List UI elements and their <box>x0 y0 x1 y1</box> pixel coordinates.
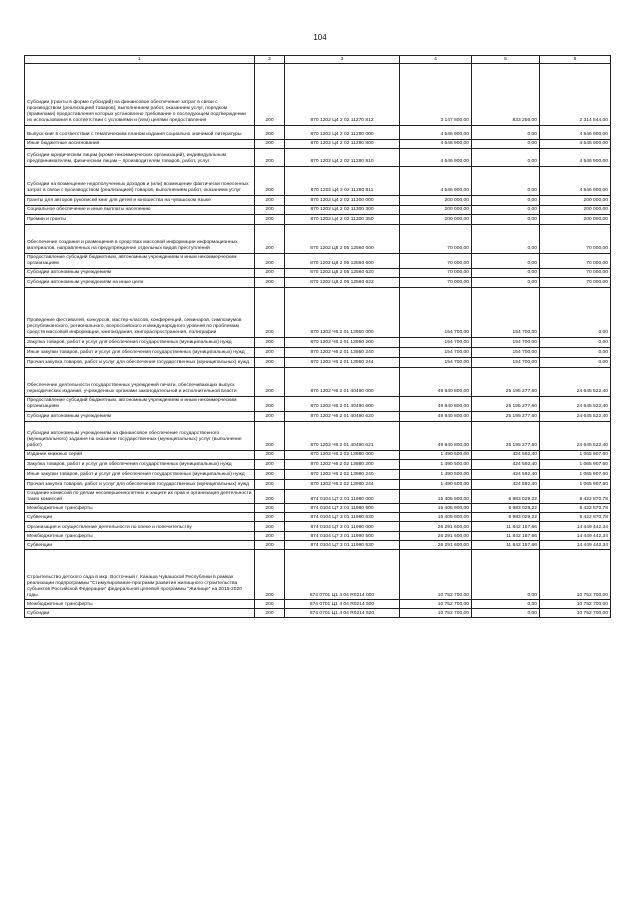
row-code: 200 <box>255 215 285 225</box>
row-name: Социальное обеспечение и иные выплаты населению <box>25 206 255 215</box>
row-plan: 1 490 500,00 <box>400 479 472 489</box>
row-code: 200 <box>255 225 285 254</box>
table-row <box>25 550 611 600</box>
row-code: 200 <box>255 479 285 489</box>
row-rest: 70 000,00 <box>540 254 611 269</box>
table-row <box>25 411 611 421</box>
row-plan: 70 000,00 <box>400 268 472 277</box>
row-code: 200 <box>255 421 285 450</box>
row-plan: 1 490 500,00 <box>400 450 472 459</box>
table-row <box>25 215 611 225</box>
row-code: 200 <box>255 357 285 367</box>
row-fact: 424 592,40 <box>472 459 540 469</box>
column-header: 1 <box>25 56 255 64</box>
table-header-row <box>25 56 611 64</box>
row-fact: 0,00 <box>472 225 540 254</box>
table-row <box>25 522 611 532</box>
table-row <box>25 357 611 367</box>
table-row <box>25 206 611 215</box>
row-kbk: 870 1202 Ц4 2 02 11280 810 <box>285 149 400 167</box>
row-fact: 11 842 157,66 <box>472 522 540 532</box>
row-kbk: 870 1202 Ч6 2 01 40490 600 <box>285 396 400 411</box>
row-plan: 15 405 900,00 <box>400 489 472 504</box>
row-plan: 49 840 800,00 <box>400 421 472 450</box>
budget-table <box>24 55 611 618</box>
row-name: Субсидии на возмещение недополученных доходов и (или) возмещение фактически понесенных затрат в связи с производством (реализацией) товаров, выполнением работ, оказанием услуг <box>25 167 255 196</box>
row-plan: 4 546 900,00 <box>400 126 472 140</box>
table-row <box>25 225 611 254</box>
row-kbk: 870 1202 Ч6 2 01 13950 244 <box>285 357 400 367</box>
row-plan: 200 000,00 <box>400 196 472 206</box>
row-kbk: 874 0104 Ц7 3 01 11990 530 <box>285 541 400 550</box>
row-name: Субсидии автономным учреждениям <box>25 268 255 277</box>
row-code: 200 <box>255 287 285 337</box>
row-code: 200 <box>255 459 285 469</box>
row-plan: 4 546 900,00 <box>400 149 472 167</box>
row-code: 200 <box>255 337 285 347</box>
column-header: 4 <box>400 56 472 64</box>
row-fact: 0,00 <box>472 277 540 287</box>
row-plan: 70 000,00 <box>400 277 472 287</box>
table-row <box>25 459 611 469</box>
row-plan: 15 405 900,00 <box>400 513 472 522</box>
row-kbk: 874 0701 Ц1 4 04 R0214 500 <box>285 600 400 609</box>
table-row <box>25 513 611 522</box>
row-kbk: 870 1202 Ч6 2 02 13980 240 <box>285 469 400 479</box>
row-code: 200 <box>255 489 285 504</box>
table-row <box>25 149 611 167</box>
table-row <box>25 609 611 618</box>
row-plan: 154 700,00 <box>400 347 472 357</box>
row-name: Субсидии автономным учреждениям <box>25 411 255 421</box>
row-code: 200 <box>255 550 285 600</box>
row-fact: 0,00 <box>472 149 540 167</box>
row-rest: 1 065 907,60 <box>540 469 611 479</box>
row-code: 200 <box>255 268 285 277</box>
table-row <box>25 504 611 513</box>
row-code: 200 <box>255 347 285 357</box>
table-row <box>25 421 611 450</box>
row-kbk: 870 1202 Ц4 2 02 11280 800 <box>285 140 400 149</box>
row-rest: 1 065 907,60 <box>540 479 611 489</box>
table-row <box>25 126 611 140</box>
row-code: 200 <box>255 167 285 196</box>
table-row <box>25 196 611 206</box>
row-name: Иные бюджетные ассигнования <box>25 140 255 149</box>
row-kbk: 870 1202 Ц8 2 05 12560 000 <box>285 225 400 254</box>
row-fact: 833 256,00 <box>472 64 540 126</box>
row-name: Закупка товаров, работ и услуг для обеспечения государственных (муниципальных) нужд <box>25 337 255 347</box>
row-fact: 0,00 <box>472 268 540 277</box>
row-kbk: 874 0104 Ц7 3 01 11980 000 <box>285 489 400 504</box>
row-kbk: 870 1202 Ч6 2 01 13950 240 <box>285 347 400 357</box>
row-plan: 10 752 700,00 <box>400 550 472 600</box>
row-code: 200 <box>255 206 285 215</box>
row-fact: 154 700,00 <box>472 287 540 337</box>
row-rest: 14 449 442,34 <box>540 541 611 550</box>
row-name: Предоставление субсидий бюджетным, автономным учреждениям и иным некоммерческим организациям <box>25 254 255 269</box>
page-number: 104 <box>313 33 327 42</box>
row-fact: 0,00 <box>472 140 540 149</box>
row-rest: 8 422 870,78 <box>540 489 611 504</box>
row-plan: 70 000,00 <box>400 225 472 254</box>
row-code: 200 <box>255 254 285 269</box>
row-code: 200 <box>255 504 285 513</box>
row-name: Строительство детского сада в мкр. Восточный г. Канаша Чувашской Республики в рамках реализации подпрограммы "Стимулирование программ развития жилищного строительства субъектов Российской Федерации" федеральной целевой программы "Жилище" на 2015-2020 годы <box>25 550 255 600</box>
row-fact: 11 842 157,66 <box>472 532 540 541</box>
row-rest: 24 645 522,40 <box>540 367 611 396</box>
row-rest: 4 546 900,00 <box>540 167 611 196</box>
row-name: Обеспечение создания и размещения в средствах массовой информации информационных материалов, направленных на предупреждение отдельных видов преступлений <box>25 225 255 254</box>
table-row <box>25 450 611 459</box>
row-rest: 0,00 <box>540 337 611 347</box>
row-fact: 0,00 <box>472 215 540 225</box>
row-rest: 8 422 870,78 <box>540 513 611 522</box>
row-name: Субсидии (гранты в форме субсидий) на финансовое обеспечение затрат в связи с производством (реализацией товаров), выполнением работ, оказанием услуг, порядком (правилами) предоставления которых установлено требование о последующем подтверждении их использования в соответствии с условиями и (или) целями предоставления <box>25 64 255 126</box>
row-name: Межбюджетные трансферты <box>25 504 255 513</box>
row-kbk: 874 0701 Ц1 4 04 R0214 000 <box>285 550 400 600</box>
row-fact: 0,00 <box>472 600 540 609</box>
row-plan: 1 490 500,00 <box>400 469 472 479</box>
row-code: 200 <box>255 609 285 618</box>
row-rest: 4 546 900,00 <box>540 126 611 140</box>
row-code: 200 <box>255 450 285 459</box>
row-kbk: 874 0104 Ц7 3 01 11980 500 <box>285 504 400 513</box>
row-plan: 10 752 700,00 <box>400 609 472 618</box>
row-name: Создание комиссий по делам несовершеннолетних и защите их прав и организация деятельности таких комиссий <box>25 489 255 504</box>
table-row <box>25 140 611 149</box>
row-code: 200 <box>255 277 285 287</box>
row-name: Субсидии автономным учреждениям на финансовое обеспечение государственного (муниципального) задания на оказание государственных (муниципальных) услуг (выполнение работ) <box>25 421 255 450</box>
row-fact: 25 195 277,60 <box>472 411 540 421</box>
row-rest: 200 000,00 <box>540 215 611 225</box>
row-kbk: 870 1202 Ц8 2 05 12560 600 <box>285 254 400 269</box>
row-rest: 70 000,00 <box>540 225 611 254</box>
row-fact: 154 700,00 <box>472 357 540 367</box>
row-code: 200 <box>255 140 285 149</box>
row-kbk: 870 1202 Ц4 2 02 11270 812 <box>285 64 400 126</box>
row-plan: 15 405 900,00 <box>400 504 472 513</box>
row-fact: 25 195 277,60 <box>472 367 540 396</box>
row-name: Предоставление субсидий бюджетным, автономным учреждениям и иным некоммерческим организациям <box>25 396 255 411</box>
row-kbk: 874 0104 Ц7 3 01 11990 500 <box>285 532 400 541</box>
table-row <box>25 337 611 347</box>
row-code: 200 <box>255 411 285 421</box>
row-kbk: 874 0701 Ц1 4 04 R0214 520 <box>285 609 400 618</box>
row-name: Прочая закупка товаров, работ и услуг для обеспечения государственных (муниципальных) нужд <box>25 357 255 367</box>
row-name: Прочая закупка товаров, работ и услуг для обеспечения государственных (муниципальных) нужд <box>25 479 255 489</box>
row-code: 200 <box>255 64 285 126</box>
row-name: Иные закупки товаров, работ и услуг для обеспечения государственных (муниципальных) нужд <box>25 469 255 479</box>
row-plan: 49 840 800,00 <box>400 367 472 396</box>
row-plan: 49 840 800,00 <box>400 411 472 421</box>
row-rest: 70 000,00 <box>540 268 611 277</box>
row-kbk: 870 1202 Ч6 2 01 13950 200 <box>285 337 400 347</box>
table-row <box>25 479 611 489</box>
row-rest: 70 000,00 <box>540 277 611 287</box>
table-row <box>25 64 611 126</box>
row-name: Иные закупки товаров, работ и услуг для обеспечения государственных (муниципальных) нужд <box>25 347 255 357</box>
row-plan: 10 752 700,00 <box>400 600 472 609</box>
table-row <box>25 277 611 287</box>
row-rest: 10 752 700,00 <box>540 609 611 618</box>
row-rest: 200 000,00 <box>540 196 611 206</box>
row-name: Субсидии <box>25 609 255 618</box>
row-rest: 4 546 900,00 <box>540 149 611 167</box>
row-kbk: 870 1202 Ч6 2 01 40490 621 <box>285 421 400 450</box>
row-name: Гранты для авторов рукописей книг для детей и юношества на чувашском языке <box>25 196 255 206</box>
row-fact: 11 842 157,66 <box>472 541 540 550</box>
row-code: 200 <box>255 469 285 479</box>
row-name: Закупка товаров, работ и услуг для обеспечения государственных (муниципальных) нужд <box>25 459 255 469</box>
row-name: Обеспечение деятельности государственных учреждений печати, обеспечивающих выпуск периодических изданий, учрежденных органами законодательной и исполнительной власти <box>25 367 255 396</box>
table-row <box>25 532 611 541</box>
table-row <box>25 600 611 609</box>
column-header: 5 <box>472 56 540 64</box>
table-row <box>25 469 611 479</box>
row-name: Субвенции <box>25 513 255 522</box>
table-row <box>25 396 611 411</box>
row-code: 200 <box>255 600 285 609</box>
row-name: Издание книжных серий <box>25 450 255 459</box>
table-row <box>25 541 611 550</box>
row-plan: 26 291 600,00 <box>400 532 472 541</box>
row-kbk: 870 1202 Ч6 2 01 40490 000 <box>285 367 400 396</box>
row-plan: 26 291 600,00 <box>400 522 472 532</box>
row-fact: 25 195 277,60 <box>472 396 540 411</box>
row-kbk: 874 0104 Ц7 3 01 11980 530 <box>285 513 400 522</box>
row-kbk: 870 1202 Ч6 2 02 13980 200 <box>285 459 400 469</box>
row-fact: 424 592,40 <box>472 469 540 479</box>
row-code: 200 <box>255 196 285 206</box>
table-row <box>25 489 611 504</box>
row-plan: 4 546 900,00 <box>400 167 472 196</box>
row-rest: 14 449 442,34 <box>540 522 611 532</box>
row-rest: 8 422 870,78 <box>540 504 611 513</box>
row-fact: 424 592,40 <box>472 479 540 489</box>
row-code: 200 <box>255 126 285 140</box>
row-plan: 200 000,00 <box>400 206 472 215</box>
row-code: 200 <box>255 541 285 550</box>
row-rest: 10 752 700,00 <box>540 550 611 600</box>
row-rest: 24 645 522,40 <box>540 421 611 450</box>
row-kbk: 870 1202 Ч6 2 02 13980 000 <box>285 450 400 459</box>
table-row <box>25 347 611 357</box>
row-fact: 0,00 <box>472 550 540 600</box>
row-name: Субвенции <box>25 541 255 550</box>
row-rest: 0,00 <box>540 347 611 357</box>
row-name: Выпуск книг в соответствии с тематическим планом издания социально значимой литературы <box>25 126 255 140</box>
row-name: Межбюджетные трансферты <box>25 532 255 541</box>
row-fact: 0,00 <box>472 167 540 196</box>
row-rest: 0,00 <box>540 357 611 367</box>
row-rest: 4 546 900,00 <box>540 140 611 149</box>
row-kbk: 874 0104 Ц7 3 01 11990 000 <box>285 522 400 532</box>
row-plan: 154 700,00 <box>400 357 472 367</box>
table-row <box>25 287 611 337</box>
row-rest: 1 065 907,60 <box>540 450 611 459</box>
row-fact: 6 983 029,22 <box>472 504 540 513</box>
row-rest: 200 000,00 <box>540 206 611 215</box>
row-kbk: 870 1202 Ц4 2 02 11280 000 <box>285 126 400 140</box>
row-plan: 49 840 800,00 <box>400 396 472 411</box>
row-plan: 1 490 500,00 <box>400 459 472 469</box>
row-fact: 6 983 029,22 <box>472 489 540 504</box>
row-plan: 154 700,00 <box>400 337 472 347</box>
table-row <box>25 167 611 196</box>
row-code: 200 <box>255 396 285 411</box>
row-fact: 0,00 <box>472 206 540 215</box>
row-rest: 2 314 544,00 <box>540 64 611 126</box>
row-fact: 424 592,40 <box>472 450 540 459</box>
row-fact: 6 983 029,22 <box>472 513 540 522</box>
row-plan: 70 000,00 <box>400 254 472 269</box>
row-kbk: 870 1202 Ц8 2 05 12560 622 <box>285 277 400 287</box>
column-header: 3 <box>285 56 400 64</box>
row-plan: 4 546 900,00 <box>400 140 472 149</box>
row-code: 200 <box>255 367 285 396</box>
row-kbk: 870 1202 Ц8 2 05 12560 620 <box>285 268 400 277</box>
table-row <box>25 268 611 277</box>
row-kbk: 870 1202 Ц4 2 02 11300 350 <box>285 215 400 225</box>
row-rest: 10 752 700,00 <box>540 600 611 609</box>
row-fact: 154 700,00 <box>472 347 540 357</box>
row-rest: 0,00 <box>540 287 611 337</box>
row-name: Организация и осуществление деятельности по опеке и попечительству <box>25 522 255 532</box>
row-kbk: 870 1202 Ц4 2 02 11300 300 <box>285 206 400 215</box>
row-kbk: 870 1202 Ц4 2 02 11280 811 <box>285 167 400 196</box>
row-fact: 0,00 <box>472 609 540 618</box>
row-plan: 200 000,00 <box>400 215 472 225</box>
column-header: 2 <box>255 56 285 64</box>
row-name: Проведение фестивалей, конкурсов, мастер-классов, конференций, семинаров, симпозиумов республиканского, регионального, всероссийского и международного уровней по проблемам средств массовой информации, книгоиздания, книгораспространения, полиграфии <box>25 287 255 337</box>
row-code: 200 <box>255 522 285 532</box>
row-plan: 26 291 600,00 <box>400 541 472 550</box>
row-kbk: 870 1202 Ч6 2 01 40490 620 <box>285 411 400 421</box>
row-rest: 24 645 522,40 <box>540 411 611 421</box>
row-rest: 1 065 907,60 <box>540 459 611 469</box>
row-code: 200 <box>255 149 285 167</box>
row-name: Субсидии юридическим лицам (кроме некоммерческих организаций), индивидуальным предпринимателям, физическим лицам – производителям товаров, работ, услуг <box>25 149 255 167</box>
row-plan: 3 147 800,00 <box>400 64 472 126</box>
row-fact: 25 195 277,60 <box>472 421 540 450</box>
row-fact: 0,00 <box>472 254 540 269</box>
row-fact: 0,00 <box>472 126 540 140</box>
table-row <box>25 367 611 396</box>
row-kbk: 870 1202 Ч6 2 01 13950 000 <box>285 287 400 337</box>
column-header: 6 <box>540 56 611 64</box>
row-name: Премии и гранты <box>25 215 255 225</box>
row-name: Субсидии автономным учреждениям на иные цели <box>25 277 255 287</box>
row-rest: 14 449 442,34 <box>540 532 611 541</box>
row-code: 200 <box>255 532 285 541</box>
row-name: Межбюджетные трансферты <box>25 600 255 609</box>
row-rest: 24 645 522,40 <box>540 396 611 411</box>
row-fact: 154 700,00 <box>472 337 540 347</box>
row-fact: 0,00 <box>472 196 540 206</box>
table-row <box>25 254 611 269</box>
row-kbk: 870 1202 Ч6 2 02 13980 244 <box>285 479 400 489</box>
row-plan: 154 700,00 <box>400 287 472 337</box>
row-code: 200 <box>255 513 285 522</box>
row-kbk: 870 1202 Ц4 2 02 11300 000 <box>285 196 400 206</box>
